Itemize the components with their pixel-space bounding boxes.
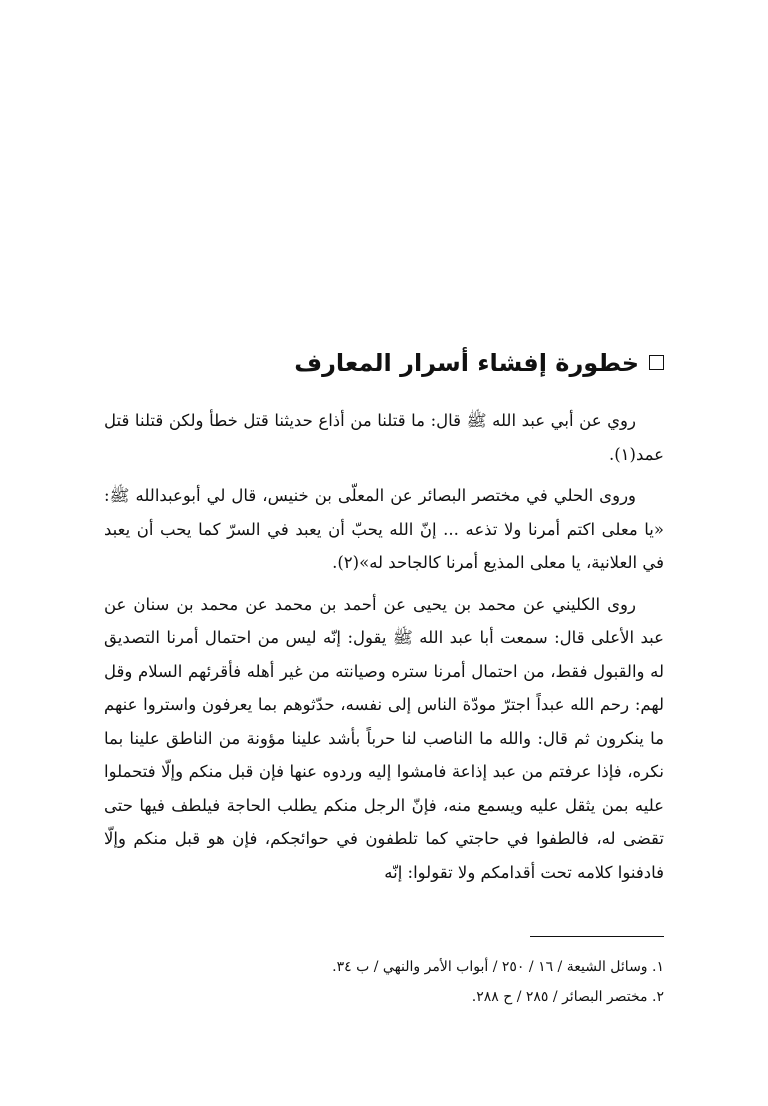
square-bullet-icon [649, 355, 664, 370]
paragraph-3: روى الكليني عن محمد بن يحيى عن أحمد بن محمد عن محمد بن سنان عن عبد الأعلى قال: سمعت أبا عبد الله ﷺ يقول: إنّه ليس من احتمال أمرنا التصديق له والقبول فقط، من احتمال أمرنا ستره وصيانته من غير أهله فأقرئهم السلام وقل لهم: رحم الله عبداً اجترّ مودّة الناس إلى نفسه، حدّثوهم بما يعرفون واستروا عنهم ما ينكرون ثم قال: والله ما الناصب لنا حرباً بأشد علينا مؤونة من الناطق علينا بما نكره، فإذا عرفتم من عبد إذاعة فامشوا إليه وردوه عنها فإن قبل منكم وإلّا فتحملوا عليه بمن يثقل عليه ويسمع منه، فإنّ الرجل منكم يطلب الحاجة فيلطف فيها حتى تقضى له، فالطفوا في حاجتي كما تلطفون في حوائجكم، فإن هو قبل منكم وإلّا فادفنوا كلامه تحت أقدامكم ولا تقولوا: إنّه [104, 594, 664, 882]
footnote-separator [530, 936, 664, 937]
paragraph-2: وروى الحلي في مختصر البصائر عن المعلّى بن خنيس، قال لي أبوعبدالله ﷺ: «يا معلى اكتم أمرنا ولا تذعه ... إنّ الله يحبّ أن يعبد في السرّ كما يحب أن يعبد في العلانية، يا معلى المذيع أمرنا كالجاحد له»(٢). [104, 486, 664, 572]
paragraph-1: روي عن أبي عبد الله ﷺ قال: ما قتلنا من أذاع حديثنا قتل خطأ ولكن قتلنا قتل عمد(١). [104, 411, 664, 464]
section-title: خطورة إفشاء أسرار المعارف [294, 349, 639, 377]
footnote-2: ٢. مختصر البصائر / ٢٨٥ / ح ٢٨٨. [471, 989, 664, 1005]
section-heading [104, 345, 664, 381]
footnote-1: ١. وسائل الشيعة / ١٦ / ٢٥٠ / أبواب الأمر والنهي / ب ٣٤. [332, 959, 664, 975]
body-text [104, 404, 664, 889]
footnotes [104, 952, 664, 1012]
